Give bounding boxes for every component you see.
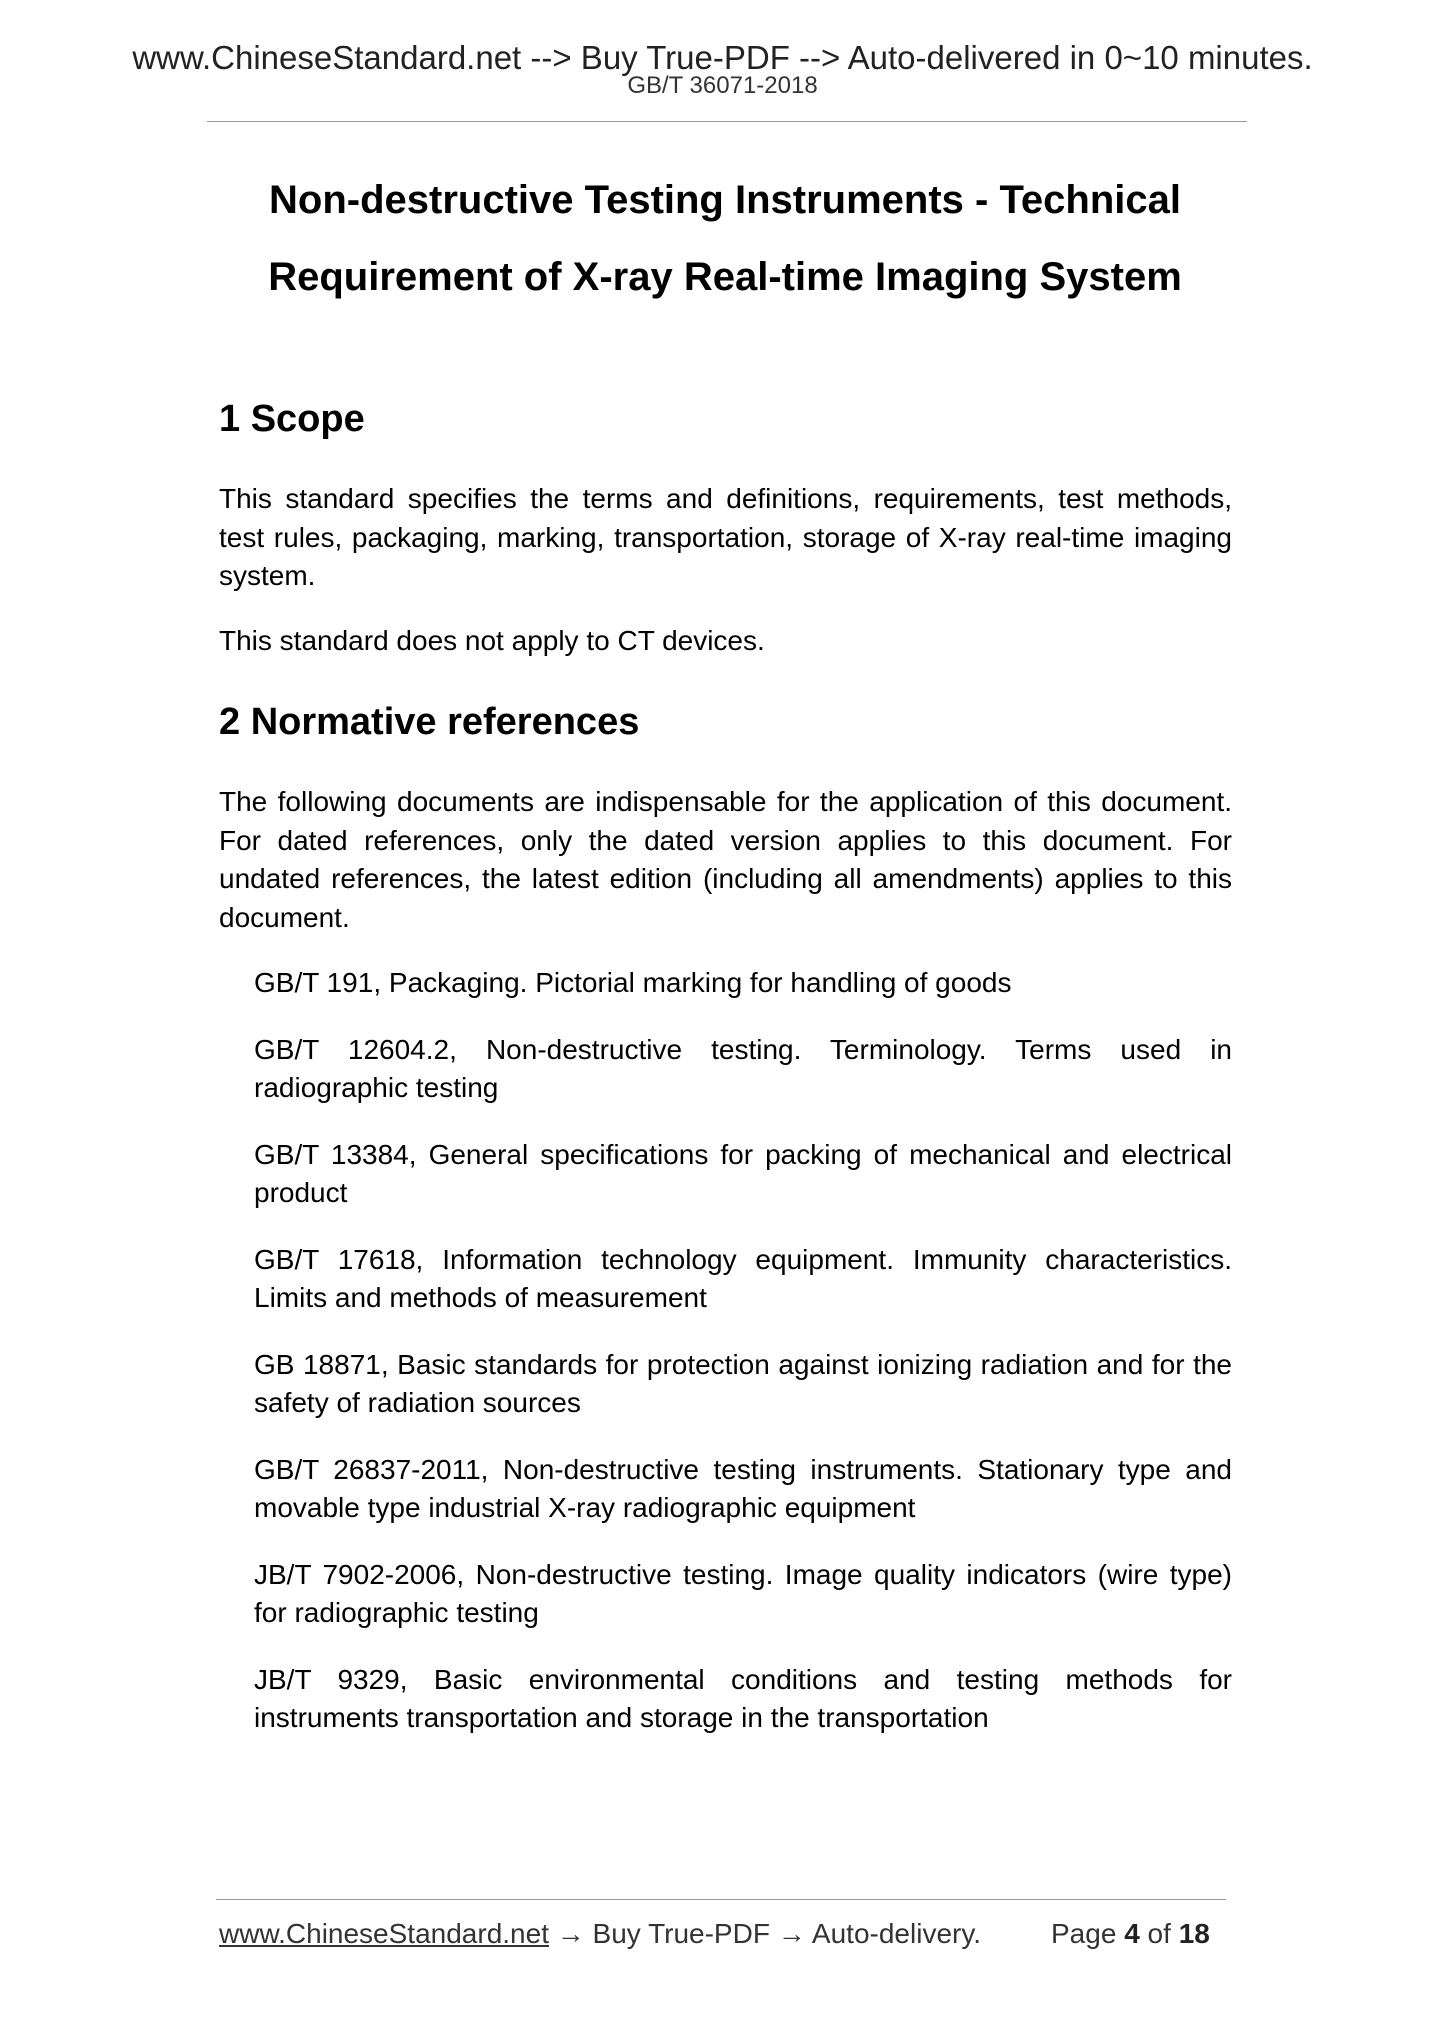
document-title	[220, 162, 1230, 316]
footer-site-link[interactable]: www.ChineseStandard.net	[219, 1918, 549, 1949]
reference-item: GB/T 13384, General specifications for packing of mechanical and electrical product	[254, 1138, 1232, 1208]
page-indicator	[1051, 1917, 1210, 1951]
top-banner: www.ChineseStandard.net --> Buy True-PDF --> Auto-delivered in 0~10 minutes.	[132, 39, 1313, 76]
reference-item: GB 18871, Basic standards for protection against ionizing radiation and for the safety of radiation sources	[254, 1348, 1232, 1418]
reference-item: GB/T 26837-2011, Non-destructive testing instruments. Stationary type and movable type industrial X-ray radiographic equipment	[254, 1453, 1232, 1523]
header-divider	[207, 121, 1247, 122]
page-number: 4	[1124, 1918, 1140, 1949]
scope-paragraph-1: This standard specifies the terms and definitions, requirements, test methods, test rules, packaging, marking, transportation, storage of X-ray real-time imaging system.	[219, 483, 1232, 591]
total-pages: 18	[1178, 1918, 1210, 1949]
footer-divider	[216, 1899, 1226, 1900]
reference-item: GB/T 17618, Information technology equipment. Immunity characteristics. Limits and methods of measurement	[254, 1243, 1232, 1313]
footer-left	[219, 1917, 981, 1951]
standard-code: GB/T 36071-2018	[627, 72, 818, 99]
reference-list	[219, 964, 1232, 1738]
reference-item: GB/T 12604.2, Non-destructive testing. Terminology. Terms used in radiographic testing	[254, 1033, 1232, 1103]
reference-item: GB/T 191, Packaging. Pictorial marking for handling of goods	[254, 967, 1012, 998]
title-line-2: Requirement of X-ray Real-time Imaging System	[268, 255, 1182, 299]
footer-tagline: → Buy True-PDF → Auto-delivery.	[548, 1918, 982, 1949]
reference-item: JB/T 9329, Basic environmental conditions and testing methods for instruments transportation and storage in the transportation	[254, 1663, 1232, 1733]
document-body	[219, 396, 1232, 1766]
normative-references-heading: 2 Normative references	[219, 701, 640, 743]
scope-heading: 1 Scope	[219, 398, 365, 440]
scope-paragraph-2: This standard does not apply to CT devices.	[219, 624, 765, 656]
of-label: of	[1147, 1918, 1171, 1949]
normative-intro: The following documents are indispensable for the application of this document. For dated references, only the dated version applies to this document. For undated references, the latest edition (including all amendments) applies to this document.	[219, 786, 1232, 933]
reference-item: JB/T 7902-2006, Non-destructive testing. Image quality indicators (wire type) for radiographic testing	[254, 1558, 1232, 1628]
page-label: Page	[1051, 1918, 1117, 1949]
title-line-1: Non-destructive Testing Instruments - Technical	[269, 178, 1181, 222]
